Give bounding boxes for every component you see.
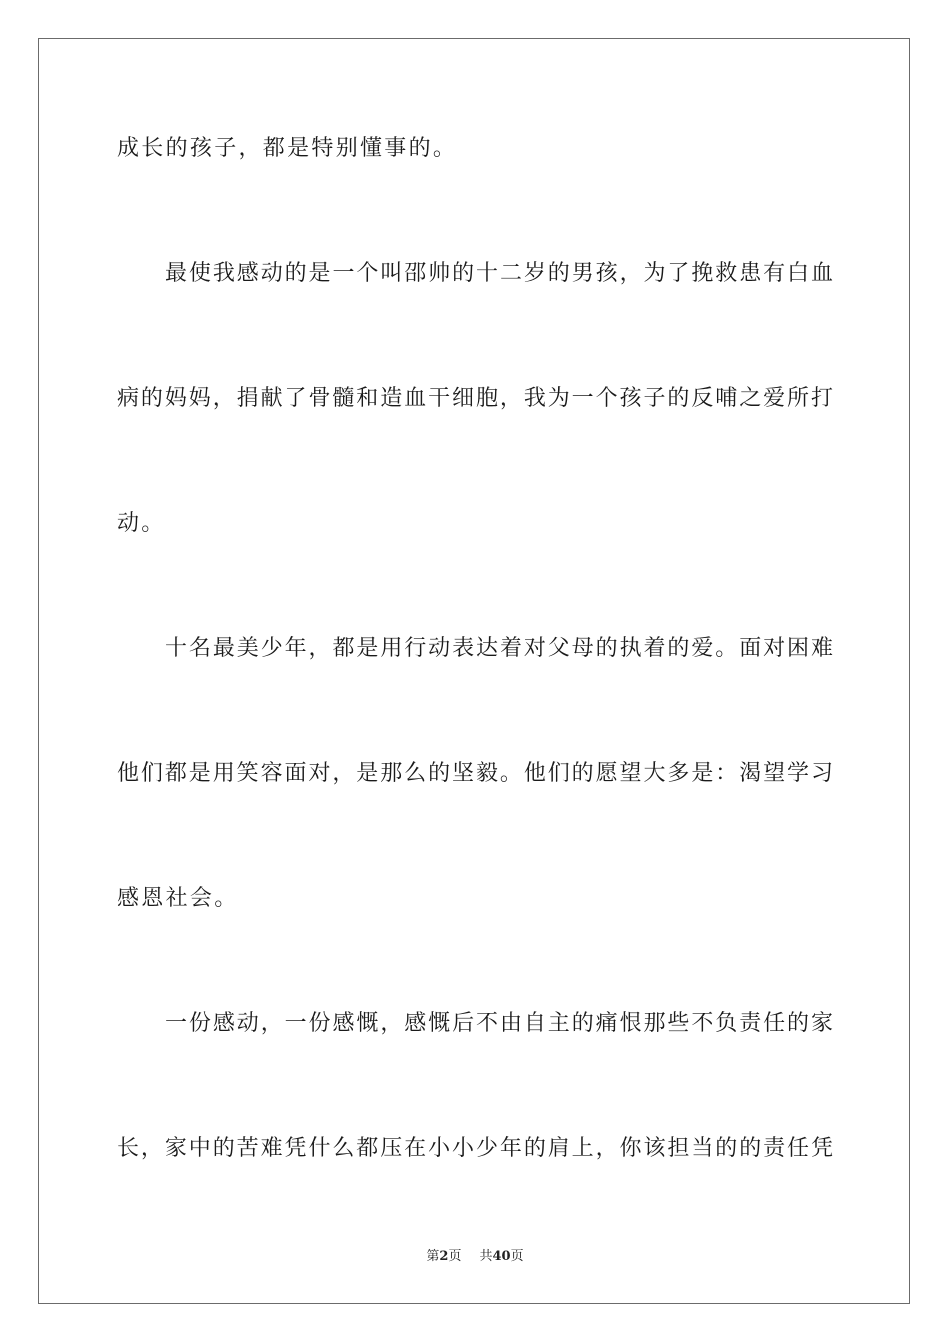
text-line-3: 病的妈妈，捐献了骨髓和造血干细胞，我为一个孩子的反哺之爱所打 (117, 386, 833, 411)
total-prefix: 共 (479, 1249, 493, 1264)
page-prefix: 第 (426, 1249, 440, 1264)
total-pages: 40 (492, 1249, 511, 1264)
text-line-9: 长，家中的苦难凭什么都压在小小少年的肩上，你该担当的的责任凭 (117, 1136, 833, 1161)
page-suffix: 页 (448, 1249, 462, 1264)
page-footer (0, 1248, 950, 1266)
text-line-8: 一份感动，一份感慨，感慨后不由自主的痛恨那些不负责任的家 (165, 1011, 833, 1036)
text-line-7: 感恩社会。 (117, 886, 239, 911)
text-line-4: 动。 (117, 511, 166, 536)
page-number: 2 (439, 1249, 449, 1264)
text-line-2: 最使我感动的是一个叫邵帅的十二岁的男孩，为了挽救患有白血 (165, 261, 833, 286)
text-line-1: 成长的孩子，都是特别懂事的。 (117, 136, 458, 161)
text-line-6: 他们都是用笑容面对，是那么的坚毅。他们的愿望大多是：渴望学习 (117, 761, 833, 786)
page-border (38, 38, 910, 1304)
total-suffix: 页 (510, 1249, 524, 1264)
text-line-5: 十名最美少年，都是用行动表达着对父母的执着的爱。面对困难 (165, 636, 833, 661)
